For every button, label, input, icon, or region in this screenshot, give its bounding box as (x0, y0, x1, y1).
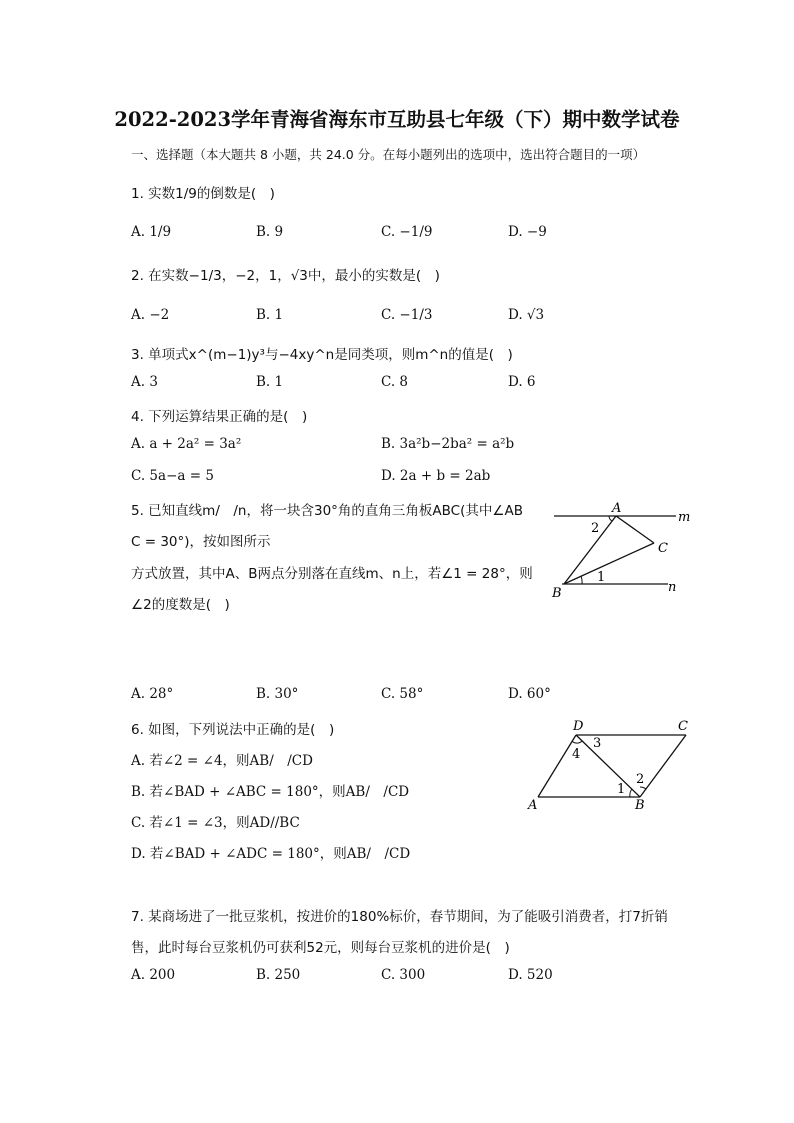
q6-angle-2: 2 (636, 772, 645, 787)
question-6-option-b: B. 若∠BAD + ∠ABC = 180°，则AB/ /CD (131, 784, 410, 800)
question-5-option-b: B. 30° (256, 686, 299, 702)
question-7-option-b: B. 250 (256, 967, 301, 983)
question-7-option-a: A. 200 (131, 967, 176, 983)
question-7-option-d: D. 520 (508, 967, 553, 983)
question-4-option-a: A. a + 2a² = 3a² (131, 436, 242, 452)
question-3-stem: 3. 单项式x^(m−1)y³与−4xy^n是同类项，则m^n的值是( ) (131, 347, 513, 363)
q5-label-m: m (678, 510, 691, 525)
q5-label-A: A (612, 501, 622, 516)
question-5-stem-line-4: ∠2的度数是( ) (131, 597, 230, 613)
question-7-stem-line-1: 7. 某商场进了一批豆浆机，按进价的180%标价，春节期间，为了能吸引消费者，打7折销 (131, 909, 668, 925)
question-6-figure (524, 716, 696, 812)
q6-angle-1: 1 (617, 782, 626, 797)
q6-label-A: A (528, 798, 538, 812)
question-4-option-c: C. 5a−a = 5 (131, 468, 214, 484)
q6-angle-4: 4 (572, 747, 581, 762)
question-6-option-d: D. 若∠BAD + ∠ADC = 180°，则AB/ /CD (131, 846, 411, 862)
question-4-option-b: B. 3a²b−2ba² = a²b (381, 436, 515, 452)
question-3-option-c: C. 8 (381, 374, 409, 390)
question-3-option-d: D. 6 (508, 374, 536, 390)
question-6-option-a: A. 若∠2 = ∠4，则AB/ /CD (131, 753, 313, 769)
section-heading: 一、选择题（本大题共 8 小题，共 24.0 分。在每小题列出的选项中，选出符合题目的一项） (131, 147, 646, 162)
question-5-stem-line-3: 方式放置，其中A、B两点分别落在直线m、n上，若∠1 = 28°，则 (131, 566, 533, 582)
q6-label-D: D (573, 719, 584, 734)
question-5-option-c: C. 58° (381, 686, 424, 702)
question-6-stem: 6. 如图，下列说法中正确的是( ) (131, 722, 335, 738)
question-2-option-b: B. 1 (256, 307, 284, 323)
question-4-stem: 4. 下列运算结果正确的是( ) (131, 409, 308, 425)
question-3-option-b: B. 1 (256, 374, 284, 390)
q5-angle-2: 2 (591, 521, 600, 536)
question-1-option-b: B. 9 (256, 224, 284, 240)
question-5-option-a: A. 28° (131, 686, 174, 702)
question-7-option-c: C. 300 (381, 967, 426, 983)
question-2-option-d: D. √3 (508, 307, 545, 323)
question-5-stem-line-1: 5. 已知直线m/ /n，将一块含30°角的直角三角板ABC(其中∠AB (131, 503, 523, 519)
question-4-option-d: D. 2a + b = 2ab (381, 468, 491, 484)
question-3-option-a: A. 3 (131, 374, 158, 390)
question-5-option-d: D. 60° (508, 686, 551, 702)
q5-angle-1: 1 (597, 570, 606, 585)
question-5-stem-line-2: C = 30°)，按如图所示 (131, 534, 271, 550)
question-2-option-a: A. −2 (131, 307, 170, 323)
q5-label-B: B (552, 586, 562, 601)
question-2-stem: 2. 在实数−1/3，−2，1，√3中，最小的实数是( ) (131, 268, 440, 284)
question-1-option-d: D. −9 (508, 224, 547, 240)
q5-label-n: n (668, 580, 677, 595)
q6-label-C: C (678, 719, 688, 734)
question-1-option-c: C. −1/9 (381, 224, 433, 240)
page-title: 2022-2023学年青海省海东市互助县七年级（下）期中数学试卷 (114, 108, 680, 131)
q6-angle-3: 3 (593, 736, 602, 751)
question-6-option-c: C. 若∠1 = ∠3，则AD//BC (131, 815, 300, 831)
question-2-option-c: C. −1/3 (381, 307, 433, 323)
question-5-figure (548, 498, 698, 603)
q6-label-B: B (635, 798, 645, 812)
q5-label-C: C (658, 541, 668, 556)
question-1-stem: 1. 实数1/9的倒数是( ) (131, 186, 275, 202)
question-7-stem-line-2: 售，此时每台豆浆机仍可获利52元，则每台豆浆机的进价是( ) (131, 940, 510, 956)
question-1-option-a: A. 1/9 (131, 224, 172, 240)
